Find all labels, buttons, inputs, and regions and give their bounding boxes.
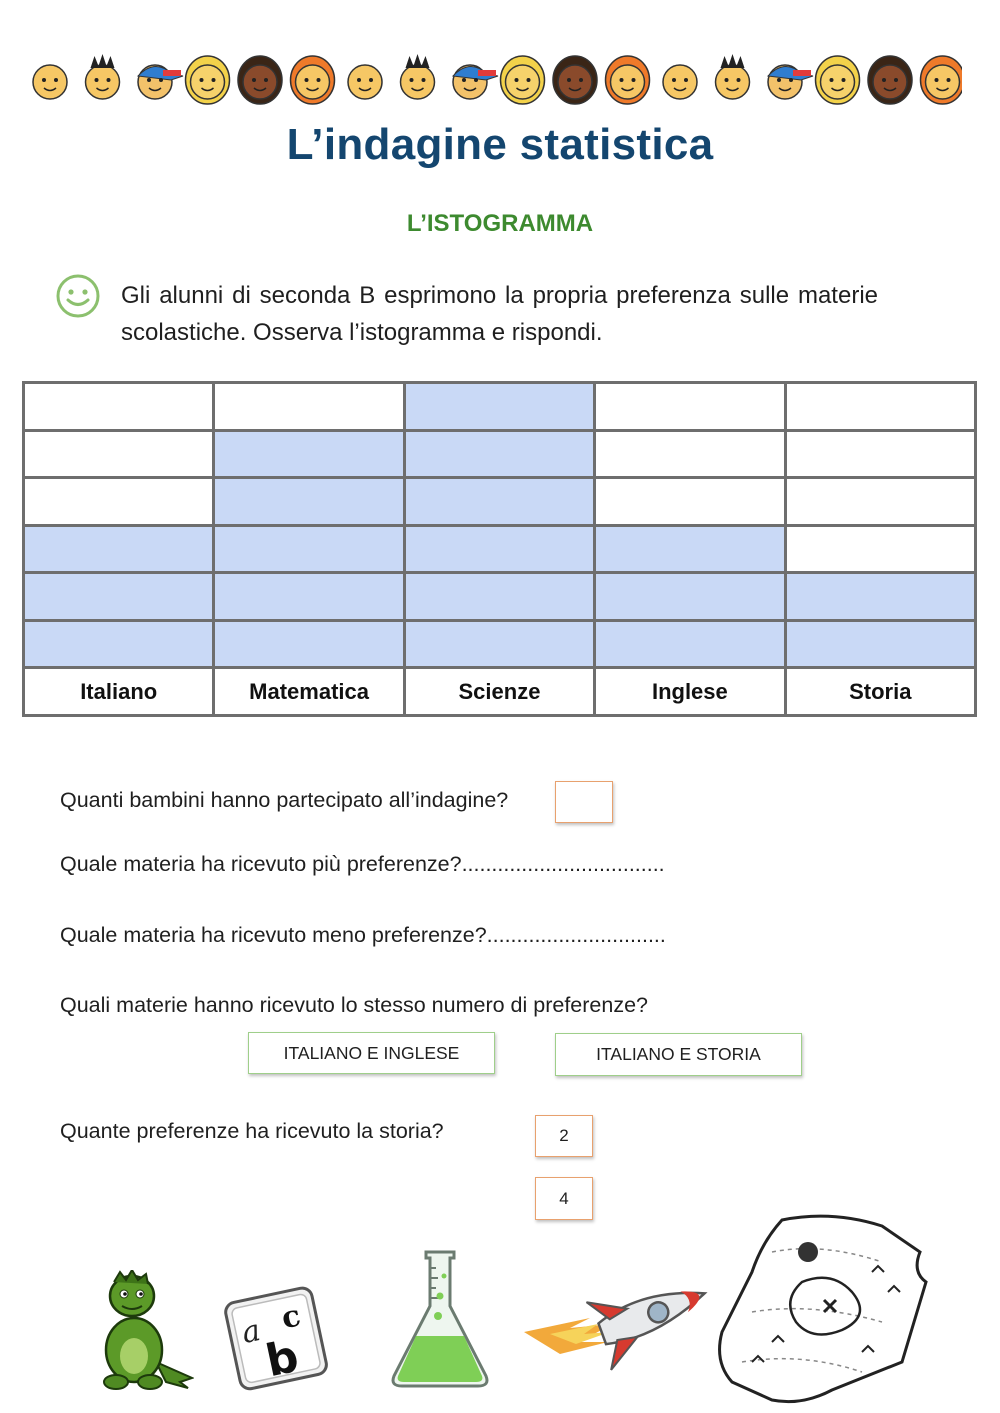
category-label-storia: Storia: [785, 668, 975, 716]
question-storia-count: Quante preferenze ha ricevuto la storia?: [60, 1119, 444, 1143]
histogram-row: [24, 478, 976, 526]
histogram-empty-cell: [785, 478, 975, 526]
dinosaur-picture: [96, 1270, 194, 1392]
option-box-4[interactable]: 4: [535, 1177, 593, 1220]
child-face-icon: [138, 65, 183, 99]
histogram-bar-cell-italiano: [24, 573, 214, 621]
child-face-icon: [238, 56, 282, 104]
histogram-row: [24, 525, 976, 573]
smiley-icon: [55, 273, 101, 319]
child-face-icon: [553, 56, 597, 104]
child-face-icon: [186, 56, 230, 104]
answer-box-participants[interactable]: [555, 781, 613, 823]
rocket-picture: [520, 1262, 730, 1372]
histogram-bar-cell-matematica: [214, 573, 404, 621]
histogram-bar-cell-scienze: [404, 430, 594, 478]
choice-italiano-storia[interactable]: ITALIANO E STORIA: [555, 1033, 802, 1076]
child-face-icon: [921, 56, 963, 104]
child-face-icon: [606, 56, 650, 104]
child-face-icon: [716, 54, 750, 99]
histogram-bar-cell-inglese: [595, 525, 785, 573]
choice-italiano-inglese[interactable]: ITALIANO E INGLESE: [248, 1032, 495, 1074]
histogram-row: [24, 573, 976, 621]
option-box-2[interactable]: 2: [535, 1115, 593, 1157]
page-title: L’indagine statistica: [286, 120, 714, 169]
histogram-label-row: [24, 668, 976, 716]
category-label-italiano: Italiano: [24, 668, 214, 716]
intro-text: Gli alunni di seconda B esprimono la propria preferenza sulle materie scolastiche. Osserva l’istogramma e rispondi.: [121, 282, 878, 346]
abc-block-picture: [222, 1280, 334, 1396]
histogram-bar-cell-storia: [785, 620, 975, 668]
page-subtitle: L’ISTOGRAMMA: [406, 210, 594, 237]
child-face-icon: [868, 56, 912, 104]
histogram-empty-cell: [785, 383, 975, 431]
child-face-icon: [663, 65, 697, 99]
child-face-icon: [768, 65, 813, 99]
category-label-scienze: Scienze: [404, 668, 594, 716]
histogram-bar-cell-scienze: [404, 478, 594, 526]
answer-line-most-preferred[interactable]: ..................................: [461, 852, 665, 876]
histogram-bar-cell-storia: [785, 573, 975, 621]
histogram-empty-cell: [785, 430, 975, 478]
children-faces-border: [22, 44, 962, 114]
histogram-empty-cell: [595, 383, 785, 431]
histogram-bar-cell-scienze: [404, 383, 594, 431]
svg-text:c: c: [278, 1298, 304, 1337]
flask-picture: [388, 1248, 492, 1390]
answer-line-least-preferred[interactable]: ..............................: [486, 923, 666, 947]
histogram-bar-cell-matematica: [214, 430, 404, 478]
histogram-empty-cell: [214, 383, 404, 431]
category-label-inglese: Inglese: [595, 668, 785, 716]
histogram-row: [24, 430, 976, 478]
child-face-icon: [401, 54, 435, 99]
child-face-icon: [348, 65, 382, 99]
histogram-bar-cell-scienze: [404, 573, 594, 621]
histogram-empty-cell: [24, 430, 214, 478]
question-most-preferred: [60, 852, 665, 877]
histogram-bar-cell-italiano: [24, 620, 214, 668]
question-most-preferred-text: Quale materia ha ricevuto più preferenze?: [60, 852, 462, 876]
category-label-matematica: Matematica: [214, 668, 404, 716]
histogram-empty-cell: [785, 525, 975, 573]
histogram-bar-cell-italiano: [24, 525, 214, 573]
histogram-bar-cell-matematica: [214, 525, 404, 573]
question-least-preferred-text: Quale materia ha ricevuto meno preferenze?: [60, 923, 487, 947]
histogram-empty-cell: [24, 383, 214, 431]
histogram-bar-cell-inglese: [595, 620, 785, 668]
child-face-icon: [501, 56, 545, 104]
child-face-icon: [86, 54, 120, 99]
histogram-empty-cell: [595, 478, 785, 526]
histogram-empty-cell: [595, 430, 785, 478]
histogram-bar-cell-inglese: [595, 573, 785, 621]
question-participants: Quanti bambini hanno partecipato all’indagine?: [60, 788, 509, 812]
svg-text:b: b: [261, 1330, 303, 1388]
histogram-row: [24, 620, 976, 668]
child-face-icon: [816, 56, 860, 104]
child-face-icon: [291, 56, 335, 104]
histogram-row: [24, 383, 976, 431]
histogram-chart: [22, 381, 977, 717]
histogram-bar-cell-scienze: [404, 620, 594, 668]
histogram-bar-cell-matematica: [214, 620, 404, 668]
histogram-bar-cell-scienze: [404, 525, 594, 573]
histogram-bar-cell-matematica: [214, 478, 404, 526]
svg-text:a: a: [238, 1312, 264, 1351]
histogram-empty-cell: [24, 478, 214, 526]
child-face-icon: [453, 65, 498, 99]
treasure-map-picture: [712, 1212, 930, 1410]
question-same-preferences: Quali materie hanno ricevuto lo stesso numero di preferenze?: [60, 993, 648, 1017]
question-least-preferred: [60, 923, 666, 948]
child-face-icon: [33, 65, 67, 99]
